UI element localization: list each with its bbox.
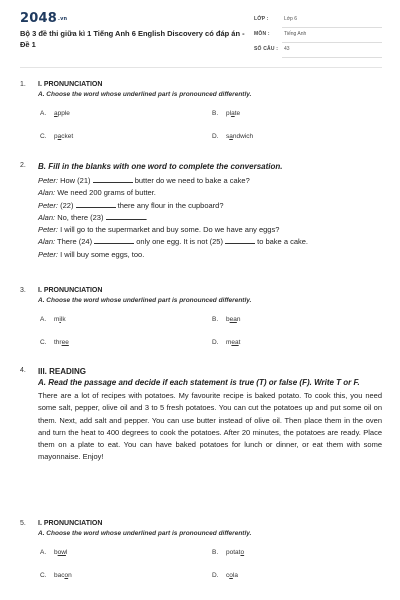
section-title: I. PRONUNCIATION <box>38 520 103 527</box>
question-number: 4. <box>20 367 26 374</box>
question-number: 3. <box>20 287 26 294</box>
dialog-line: Peter: I will go to the supermarket and buy some. Do we have any eggs? <box>38 225 280 235</box>
dialog-line: Alan: There (24) only one egg. It is not (25) to bake a cake. <box>38 237 308 247</box>
document-title: Bộ 3 đề thi giữa kì 1 Tiếng Anh 6 English Discovery có đáp án - Đề 1 <box>20 29 245 49</box>
question-number: 5. <box>20 520 26 527</box>
question-4 <box>20 367 382 464</box>
dialog-line: Peter: I will buy some eggs, too. <box>38 249 145 259</box>
option-c[interactable]: C. bacon <box>40 572 72 579</box>
option-a[interactable]: A. bowl <box>40 549 68 556</box>
conversation <box>38 175 382 261</box>
option-b[interactable]: B. potato <box>212 549 245 556</box>
meta-value: Lớp 6 <box>284 16 298 22</box>
option-b[interactable]: B. plate <box>212 110 241 117</box>
dialog-line: Peter: (22) there any flour in the cupboard? <box>38 200 224 210</box>
logo-text: 2048 <box>20 11 57 26</box>
dialog-line: Alan: We need 200 grams of butter. <box>38 188 156 198</box>
question-1 <box>20 81 382 147</box>
meta-class <box>254 16 382 28</box>
page-header <box>0 0 400 66</box>
option-a[interactable]: A. apple <box>40 110 70 117</box>
instruction: A. Choose the word whose underlined part is pronounced differently. <box>38 297 252 304</box>
instruction: A. Choose the word whose underlined part is pronounced differently. <box>38 530 252 537</box>
blank-24[interactable] <box>94 237 134 244</box>
dialog-line: Alan: No, there (23) . <box>38 212 148 222</box>
site-logo[interactable] <box>20 11 67 26</box>
option-d[interactable]: D. meat <box>212 339 241 346</box>
question-3 <box>20 287 382 353</box>
question-number: 1. <box>20 81 26 88</box>
meta-key: LỚP : <box>254 16 269 22</box>
meta-subject <box>254 31 382 43</box>
section-title: B. Fill in the blanks with one word to complete the conversation. <box>38 162 283 171</box>
dialog-line: Peter: How (21) butter do we need to bake a cake? <box>38 176 250 185</box>
section-title: I. PRONUNCIATION <box>38 81 103 88</box>
option-c[interactable]: C. packet <box>40 133 74 140</box>
logo-suffix: .vn <box>57 15 68 22</box>
instruction: A. Read the passage and decide if each statement is true (T) or false (F). Write T or F. <box>38 378 360 387</box>
question-2 <box>20 162 382 261</box>
option-b[interactable]: B. bean <box>212 316 241 323</box>
option-a[interactable]: A. milk <box>40 316 66 323</box>
question-5 <box>20 520 382 586</box>
meta-key: MÔN : <box>254 31 270 37</box>
option-c[interactable]: C. three <box>40 339 69 346</box>
section-title: I. PRONUNCIATION <box>38 287 103 294</box>
option-d[interactable]: D. cola <box>212 572 238 579</box>
instruction: A. Choose the word whose underlined part is pronounced differently. <box>38 91 252 98</box>
question-number: 2. <box>20 162 26 169</box>
blank-25[interactable] <box>225 237 255 244</box>
header-divider <box>20 67 382 68</box>
meta-key: SỐ CÂU : <box>254 46 279 52</box>
meta-value: Tiếng Anh <box>284 31 307 37</box>
blank-21[interactable] <box>93 176 133 183</box>
meta-count <box>254 46 382 58</box>
meta-value: 43 <box>284 46 290 52</box>
blank-22[interactable] <box>76 201 116 208</box>
section-title: III. READING <box>38 367 87 376</box>
option-d[interactable]: D. sandwich <box>212 133 254 140</box>
blank-23[interactable] <box>106 213 146 220</box>
reading-passage: There are a lot of recipes with potatoes. My favourite recipe is baked potato. To cook this, you need some salt, pepper, olive oil and 3 to 5 fresh potatoes. You can cut the potatoes up and put some oil on them. Next, add salt and pepper. You can use butter instead of olive oil. Then place them in the oven and turn the heat to 400 degrees to cook the potatoes. After 20 minutes, the potatoes are ready. Place them on a plate to eat. You can have baked potatoes for lunch or dinner, or eat them with some mayonnaise. Enjoy! <box>38 391 382 462</box>
